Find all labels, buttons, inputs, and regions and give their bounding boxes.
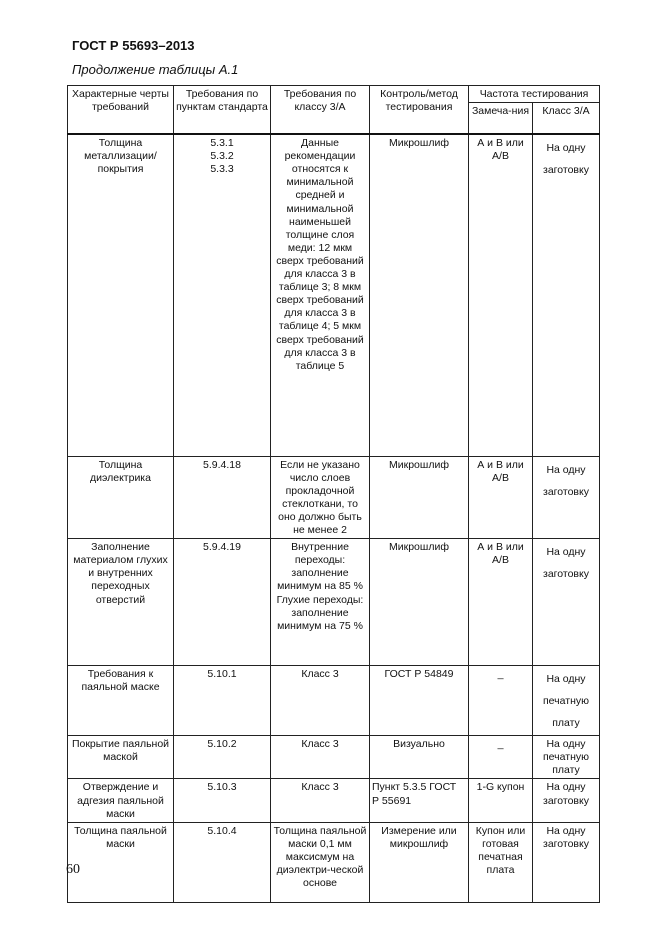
document-header: ГОСТ Р 55693–2013 xyxy=(72,38,195,53)
cell-characteristic: Покрытие паяльной маской xyxy=(68,736,174,779)
table-row xyxy=(68,666,600,736)
header-class-3a: Класс 3/А xyxy=(533,103,600,135)
cell-frequency: На одну заготовку xyxy=(533,134,600,456)
cell-requirement: Класс 3 xyxy=(271,779,370,822)
header-class-requirements: Требования по классу 3/А xyxy=(271,86,370,135)
clause: 5.9.4.19 xyxy=(203,541,241,554)
cell-remarks: _ xyxy=(469,666,533,736)
cell-method: Пункт 5.3.5 ГОСТ Р 55691 xyxy=(370,779,469,822)
cell-requirement: Класс 3 xyxy=(271,736,370,779)
cell-characteristic: Толщина металлизации/ покрытия xyxy=(68,134,174,456)
cell-requirement: Внутренние переходы: заполнение минимум на 85 % Глухие переходы: заполнение минимум на 75 % xyxy=(271,539,370,666)
clause: 5.10.1 xyxy=(207,668,237,681)
header-test-frequency: Частота тестирования xyxy=(469,86,600,103)
cell-clauses xyxy=(174,134,271,456)
clause: 5.3.1 xyxy=(210,137,234,150)
cell-characteristic: Заполнение материалом глухих и внутренних переходных отверстий xyxy=(68,539,174,666)
header-control-method: Контроль/метод тестирования xyxy=(370,86,469,135)
cell-requirement: Данные рекомендации относятся к минимальной средней и минимальной наименьшей толщине слоя меди: 12 мкм сверх требований для класса 3 в таблице 3; 8 мкм сверх требований для класса 3 в таблице 4; 5 мкм сверх требований для класса 3 в таблице 5 xyxy=(271,134,370,456)
cell-frequency: На одну заготовку xyxy=(533,539,600,666)
clause: 5.10.4 xyxy=(207,824,237,837)
cell-method: Микрошлиф xyxy=(370,134,469,456)
table-row xyxy=(68,736,600,779)
clause: 5.10.2 xyxy=(207,738,237,751)
cell-clauses xyxy=(174,779,271,822)
cell-remarks: Купон или готовая печатная плата xyxy=(469,822,533,902)
cell-requirement: Толщина паяльной маски 0,1 мм максисмум на диэлектри-ческой основе xyxy=(271,822,370,902)
cell-clauses xyxy=(174,456,271,539)
table-row xyxy=(68,539,600,666)
cell-method: Визуально xyxy=(370,736,469,779)
cell-characteristic: Толщина диэлектрика xyxy=(68,456,174,539)
cell-requirement: Если не указано число слоев прокладочной стеклоткани, то оно должно быть не менее 2 xyxy=(271,456,370,539)
table-row xyxy=(68,134,600,456)
table-row xyxy=(68,779,600,822)
header-remarks: Замеча-ния xyxy=(469,103,533,135)
cell-method: ГОСТ Р 54849 xyxy=(370,666,469,736)
clause: 5.3.2 xyxy=(210,150,234,163)
clause: 5.3.3 xyxy=(210,163,234,176)
table-continuation-caption: Продолжение таблицы А.1 xyxy=(72,62,239,77)
cell-remarks: А и В или А/В xyxy=(469,539,533,666)
cell-clauses xyxy=(174,822,271,902)
cell-method: Измерение или микрошлиф xyxy=(370,822,469,902)
cell-frequency: На одну печатную плату xyxy=(533,736,600,779)
header-characteristics: Характерные черты требований xyxy=(68,86,174,135)
cell-requirement: Класс 3 xyxy=(271,666,370,736)
header-standard-clauses: Требования по пунктам стандарта xyxy=(174,86,271,135)
cell-characteristic: Толщина паяльной маски xyxy=(68,822,174,902)
cell-remarks: _ xyxy=(469,736,533,779)
cell-clauses xyxy=(174,539,271,666)
cell-method: Микрошлиф xyxy=(370,539,469,666)
cell-frequency: На одну заготовку xyxy=(533,456,600,539)
cell-remarks: А и В или А/В xyxy=(469,456,533,539)
clause: 5.10.3 xyxy=(207,781,237,794)
cell-frequency: На одну заготовку xyxy=(533,822,600,902)
cell-method: Микрошлиф xyxy=(370,456,469,539)
cell-remarks: 1-G купон xyxy=(469,779,533,822)
requirements-table xyxy=(67,85,600,903)
cell-characteristic: Требования к паяльной маске xyxy=(68,666,174,736)
cell-clauses xyxy=(174,666,271,736)
cell-frequency: На одну печатную плату xyxy=(533,666,600,736)
cell-remarks: А и В или А/В xyxy=(469,134,533,456)
table-row xyxy=(68,822,600,902)
cell-clauses xyxy=(174,736,271,779)
page-number: 60 xyxy=(66,862,80,877)
table-row xyxy=(68,456,600,539)
cell-frequency: На одну заготовку xyxy=(533,779,600,822)
clause: 5.9.4.18 xyxy=(203,458,241,471)
cell-characteristic: Отверждение и адгезия паяльной маски xyxy=(68,779,174,822)
